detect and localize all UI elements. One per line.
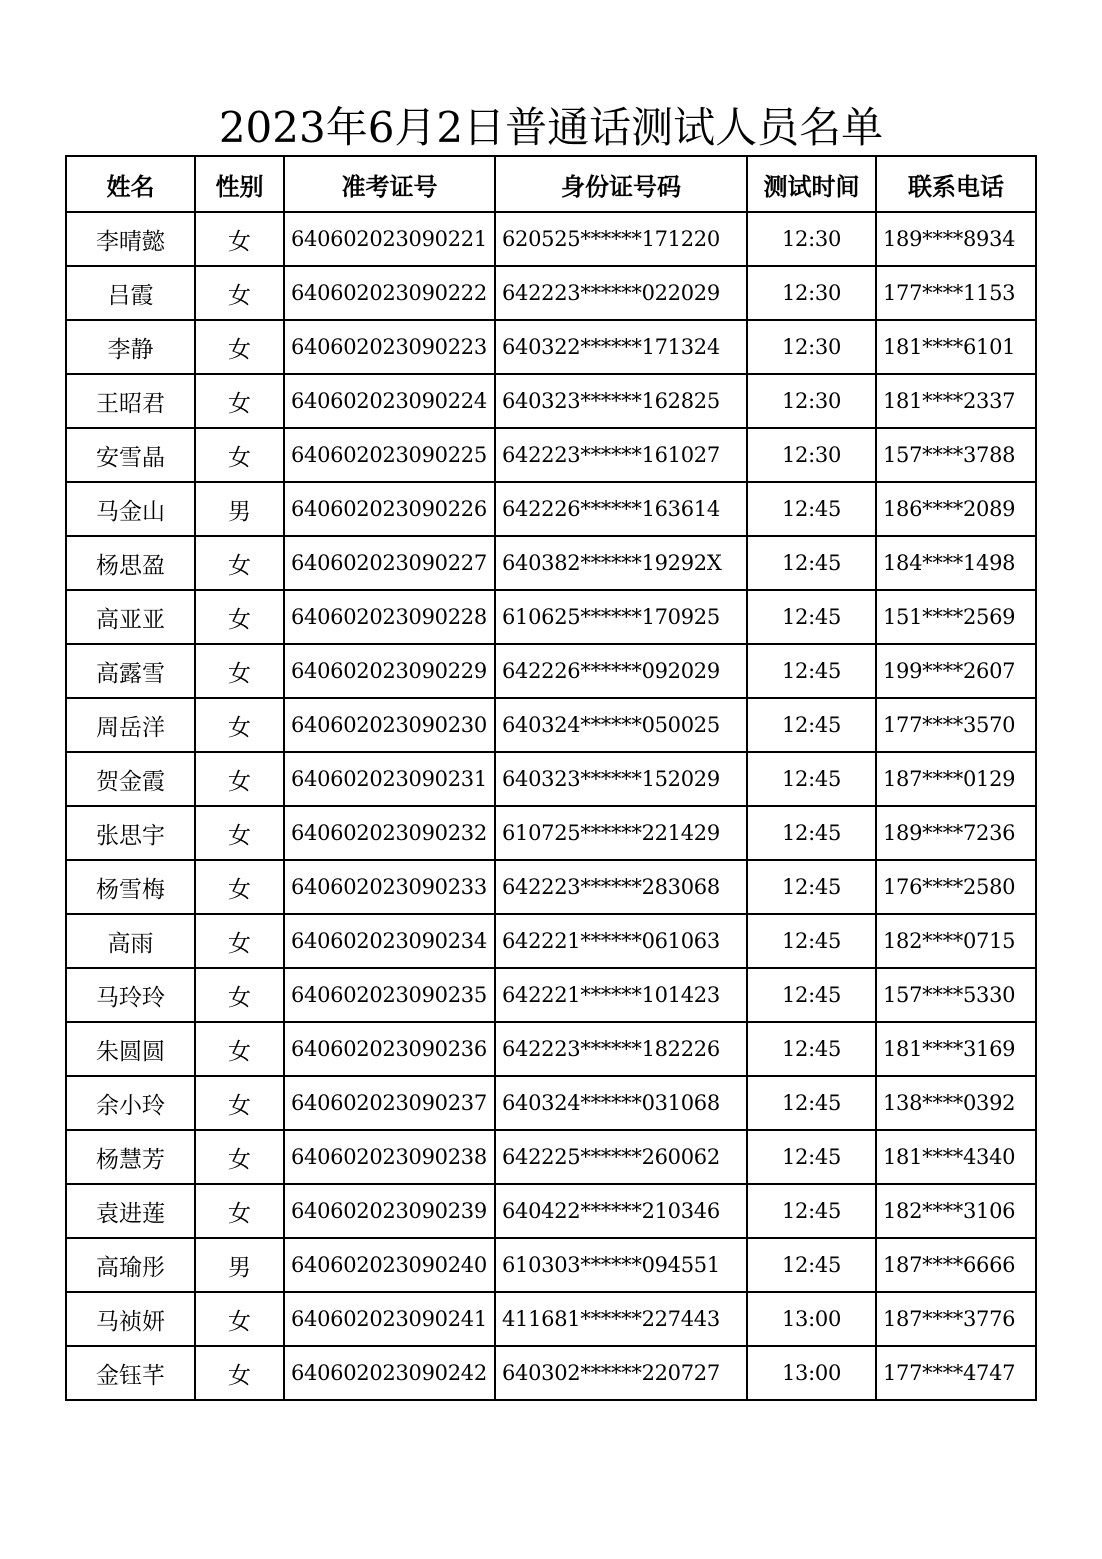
table-row [66, 1346, 1036, 1400]
cell-name: 李晴懿 [66, 212, 195, 266]
cell-exam-number: 640602023090227 [284, 536, 495, 590]
cell-id-number: 642223******022029 [495, 266, 747, 320]
table-row [66, 1022, 1036, 1076]
cell-name: 袁进莲 [66, 1184, 195, 1238]
cell-test-time: 12:45 [747, 536, 876, 590]
cell-name: 马玲玲 [66, 968, 195, 1022]
cell-gender: 女 [195, 1346, 284, 1400]
table-row [66, 1238, 1036, 1292]
table-row [66, 428, 1036, 482]
table-row [66, 752, 1036, 806]
column-header-gender: 性别 [195, 156, 284, 212]
cell-gender: 女 [195, 914, 284, 968]
cell-name: 张思宇 [66, 806, 195, 860]
cell-phone: 187****0129 [876, 752, 1036, 806]
cell-exam-number: 640602023090235 [284, 968, 495, 1022]
cell-test-time: 12:30 [747, 428, 876, 482]
cell-test-time: 12:30 [747, 374, 876, 428]
cell-test-time: 12:45 [747, 698, 876, 752]
cell-id-number: 640322******171324 [495, 320, 747, 374]
cell-name: 马祯妍 [66, 1292, 195, 1346]
header-row [66, 156, 1036, 212]
cell-gender: 女 [195, 1184, 284, 1238]
cell-id-number: 642223******182226 [495, 1022, 747, 1076]
roster-body [66, 212, 1036, 1400]
cell-gender: 女 [195, 1130, 284, 1184]
table-row [66, 1076, 1036, 1130]
cell-exam-number: 640602023090236 [284, 1022, 495, 1076]
cell-id-number: 640324******031068 [495, 1076, 747, 1130]
table-row [66, 1184, 1036, 1238]
table-row [66, 698, 1036, 752]
cell-gender: 女 [195, 536, 284, 590]
column-header-name: 姓名 [66, 156, 195, 212]
cell-exam-number: 640602023090238 [284, 1130, 495, 1184]
cell-phone: 189****8934 [876, 212, 1036, 266]
cell-gender: 男 [195, 1238, 284, 1292]
cell-name: 朱圆圆 [66, 1022, 195, 1076]
table-row [66, 212, 1036, 266]
cell-id-number: 640324******050025 [495, 698, 747, 752]
cell-id-number: 620525******171220 [495, 212, 747, 266]
cell-test-time: 12:45 [747, 590, 876, 644]
cell-phone: 151****2569 [876, 590, 1036, 644]
table-row [66, 644, 1036, 698]
cell-exam-number: 640602023090232 [284, 806, 495, 860]
cell-test-time: 12:45 [747, 1022, 876, 1076]
cell-test-time: 12:45 [747, 1130, 876, 1184]
cell-id-number: 642225******260062 [495, 1130, 747, 1184]
cell-phone: 184****1498 [876, 536, 1036, 590]
cell-gender: 女 [195, 1292, 284, 1346]
cell-test-time: 12:45 [747, 860, 876, 914]
cell-gender: 女 [195, 806, 284, 860]
cell-gender: 女 [195, 266, 284, 320]
cell-name: 周岳洋 [66, 698, 195, 752]
cell-phone: 181****6101 [876, 320, 1036, 374]
cell-name: 高亚亚 [66, 590, 195, 644]
cell-phone: 181****2337 [876, 374, 1036, 428]
cell-gender: 女 [195, 1022, 284, 1076]
cell-name: 吕霞 [66, 266, 195, 320]
page-title: 2023年6月2日普通话测试人员名单 [218, 103, 884, 152]
cell-exam-number: 640602023090241 [284, 1292, 495, 1346]
cell-id-number: 642221******101423 [495, 968, 747, 1022]
cell-gender: 女 [195, 860, 284, 914]
cell-test-time: 12:45 [747, 752, 876, 806]
cell-name: 杨思盈 [66, 536, 195, 590]
cell-name: 杨雪梅 [66, 860, 195, 914]
cell-phone: 187****6666 [876, 1238, 1036, 1292]
cell-phone: 157****3788 [876, 428, 1036, 482]
table-row [66, 860, 1036, 914]
cell-gender: 女 [195, 374, 284, 428]
cell-phone: 187****3776 [876, 1292, 1036, 1346]
cell-id-number: 640323******162825 [495, 374, 747, 428]
cell-id-number: 642226******092029 [495, 644, 747, 698]
cell-name: 高露雪 [66, 644, 195, 698]
column-header-id-number: 身份证号码 [495, 156, 747, 212]
table-row [66, 536, 1036, 590]
cell-phone: 177****1153 [876, 266, 1036, 320]
cell-test-time: 12:30 [747, 212, 876, 266]
cell-name: 贺金霞 [66, 752, 195, 806]
table-row [66, 914, 1036, 968]
cell-test-time: 12:45 [747, 644, 876, 698]
cell-gender: 女 [195, 968, 284, 1022]
table-row [66, 806, 1036, 860]
cell-name: 李静 [66, 320, 195, 374]
table-row [66, 482, 1036, 536]
cell-exam-number: 640602023090221 [284, 212, 495, 266]
cell-phone: 181****3169 [876, 1022, 1036, 1076]
cell-name: 马金山 [66, 482, 195, 536]
cell-test-time: 12:45 [747, 914, 876, 968]
cell-exam-number: 640602023090228 [284, 590, 495, 644]
cell-gender: 女 [195, 590, 284, 644]
table-row [66, 968, 1036, 1022]
cell-exam-number: 640602023090226 [284, 482, 495, 536]
column-header-exam-number: 准考证号 [284, 156, 495, 212]
cell-gender: 女 [195, 428, 284, 482]
cell-id-number: 610725******221429 [495, 806, 747, 860]
cell-name: 金钰芊 [66, 1346, 195, 1400]
table-row [66, 1292, 1036, 1346]
roster-table [65, 155, 1037, 1401]
cell-test-time: 13:00 [747, 1346, 876, 1400]
cell-phone: 138****0392 [876, 1076, 1036, 1130]
cell-test-time: 13:00 [747, 1292, 876, 1346]
cell-phone: 177****3570 [876, 698, 1036, 752]
cell-id-number: 642221******061063 [495, 914, 747, 968]
cell-exam-number: 640602023090240 [284, 1238, 495, 1292]
cell-test-time: 12:30 [747, 320, 876, 374]
cell-gender: 女 [195, 320, 284, 374]
cell-exam-number: 640602023090230 [284, 698, 495, 752]
cell-exam-number: 640602023090229 [284, 644, 495, 698]
cell-test-time: 12:45 [747, 806, 876, 860]
column-header-test-time: 测试时间 [747, 156, 876, 212]
cell-exam-number: 640602023090224 [284, 374, 495, 428]
cell-id-number: 640302******220727 [495, 1346, 747, 1400]
cell-gender: 男 [195, 482, 284, 536]
cell-test-time: 12:30 [747, 266, 876, 320]
cell-phone: 157****5330 [876, 968, 1036, 1022]
cell-exam-number: 640602023090234 [284, 914, 495, 968]
cell-gender: 女 [195, 752, 284, 806]
table-row [66, 590, 1036, 644]
cell-test-time: 12:45 [747, 968, 876, 1022]
cell-id-number: 610303******094551 [495, 1238, 747, 1292]
cell-phone: 182****0715 [876, 914, 1036, 968]
table-row [66, 266, 1036, 320]
table-row [66, 320, 1036, 374]
cell-phone: 199****2607 [876, 644, 1036, 698]
cell-gender: 女 [195, 212, 284, 266]
cell-exam-number: 640602023090233 [284, 860, 495, 914]
cell-name: 王昭君 [66, 374, 195, 428]
cell-gender: 女 [195, 1076, 284, 1130]
cell-gender: 女 [195, 644, 284, 698]
cell-test-time: 12:45 [747, 1184, 876, 1238]
cell-id-number: 610625******170925 [495, 590, 747, 644]
cell-name: 余小玲 [66, 1076, 195, 1130]
cell-name: 安雪晶 [66, 428, 195, 482]
cell-exam-number: 640602023090237 [284, 1076, 495, 1130]
cell-id-number: 642223******283068 [495, 860, 747, 914]
column-header-phone: 联系电话 [876, 156, 1036, 212]
cell-exam-number: 640602023090222 [284, 266, 495, 320]
cell-id-number: 640323******152029 [495, 752, 747, 806]
cell-name: 高雨 [66, 914, 195, 968]
cell-exam-number: 640602023090225 [284, 428, 495, 482]
cell-phone: 177****4747 [876, 1346, 1036, 1400]
cell-phone: 186****2089 [876, 482, 1036, 536]
cell-name: 高瑜彤 [66, 1238, 195, 1292]
cell-exam-number: 640602023090223 [284, 320, 495, 374]
cell-gender: 女 [195, 698, 284, 752]
cell-name: 杨慧芳 [66, 1130, 195, 1184]
cell-id-number: 642226******163614 [495, 482, 747, 536]
cell-test-time: 12:45 [747, 1238, 876, 1292]
cell-phone: 176****2580 [876, 860, 1036, 914]
cell-phone: 181****4340 [876, 1130, 1036, 1184]
cell-test-time: 12:45 [747, 482, 876, 536]
cell-phone: 182****3106 [876, 1184, 1036, 1238]
cell-exam-number: 640602023090231 [284, 752, 495, 806]
cell-id-number: 640422******210346 [495, 1184, 747, 1238]
cell-test-time: 12:45 [747, 1076, 876, 1130]
cell-id-number: 642223******161027 [495, 428, 747, 482]
cell-id-number: 640382******19292X [495, 536, 747, 590]
table-row [66, 1130, 1036, 1184]
cell-exam-number: 640602023090242 [284, 1346, 495, 1400]
cell-id-number: 411681******227443 [495, 1292, 747, 1346]
cell-phone: 189****7236 [876, 806, 1036, 860]
cell-exam-number: 640602023090239 [284, 1184, 495, 1238]
table-row [66, 374, 1036, 428]
